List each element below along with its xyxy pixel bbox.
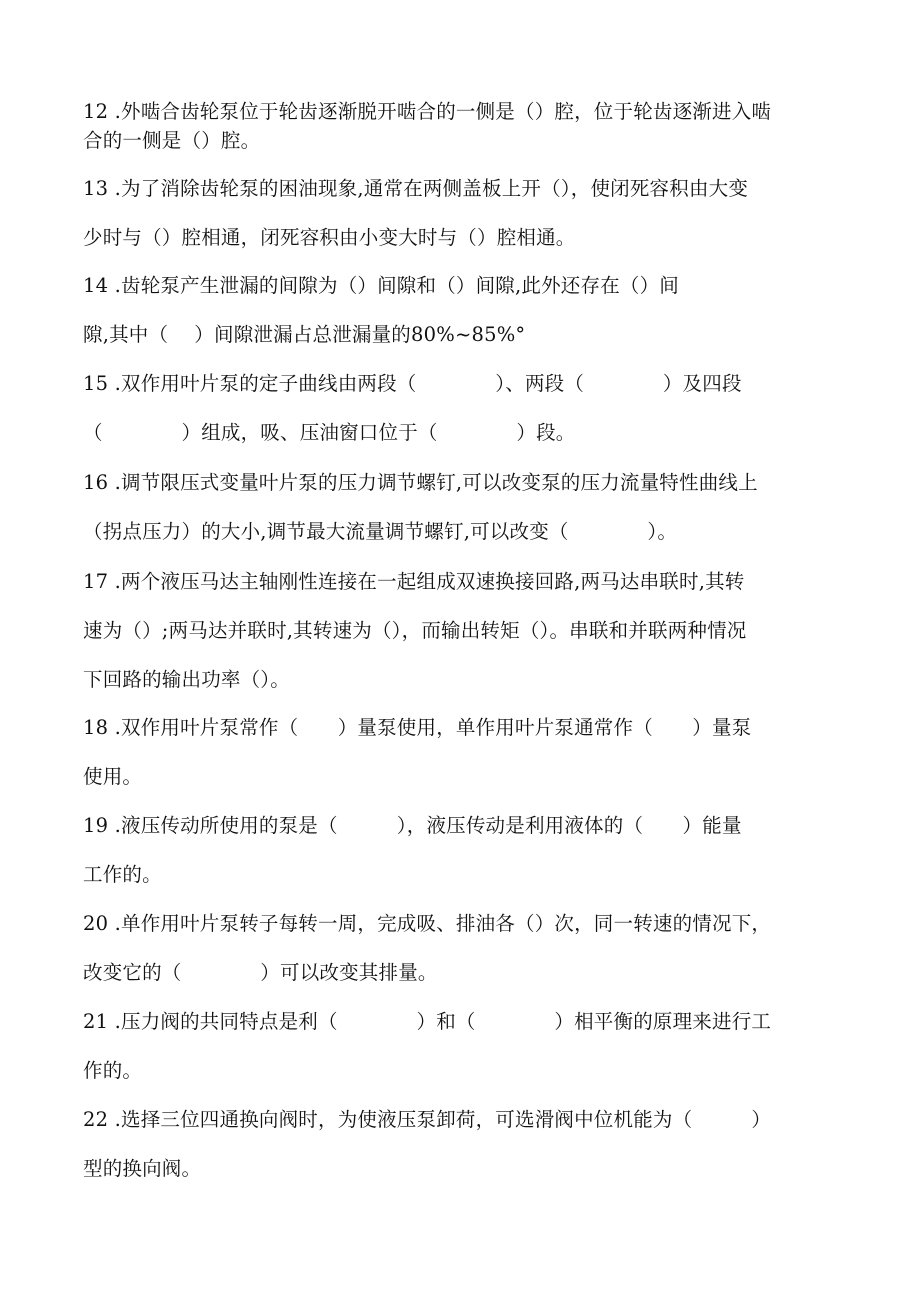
q15-line-1: 15 .双作用叶片泵的定子曲线由两段（ ）、两段（ ）及四段 bbox=[83, 372, 742, 395]
q18-line-2: 使用。 bbox=[83, 765, 143, 788]
q17-line-2: 速为（）;两马达并联时,其转速为（），而输出转矩（）。串联和并联两种情况 bbox=[83, 619, 747, 642]
q15-line-2: （ ）组成，吸、压油窗口位于（ ）段。 bbox=[83, 421, 576, 444]
q13-line-2: 少时与（）腔相通，闭死容积由小变大时与（）腔相通。 bbox=[83, 226, 576, 249]
q21-line-1: 21 .压力阀的共同特点是利（ ）和（ ）相平衡的原理来进行工 bbox=[83, 1010, 772, 1033]
q14-line-2: 隙,其中（ ）间隙泄漏占总泄漏量的80%~85%° bbox=[83, 323, 526, 346]
q22-line-2: 型的换向阀。 bbox=[83, 1157, 202, 1180]
q13-line-1: 13 .为了消除齿轮泵的困油现象,通常在两侧盖板上开（），使闭死容积由大变 bbox=[83, 177, 749, 200]
q17-line-1: 17 .两个液压马达主轴刚性连接在一起组成双速换接回路,两马达串联时,其转 bbox=[83, 570, 745, 593]
q19-line-1: 19 .液压传动所使用的泵是（ ），液压传动是利用液体的（ ）能量 bbox=[83, 814, 742, 837]
q14-line-1: 14 .齿轮泵产生泄漏的间隙为（）间隙和（）间隙,此外还存在（）间 bbox=[83, 274, 680, 297]
q20-line-1: 20 .单作用叶片泵转子每转一周，完成吸、排油各（）次，同一转速的情况下， bbox=[83, 912, 772, 935]
q16-line-1: 16 .调节限压式变量叶片泵的压力调节螺钉,可以改变泵的压力流量特性曲线上 bbox=[83, 471, 758, 494]
q17-line-3: 下回路的输出功率（）。 bbox=[83, 668, 290, 691]
q22-line-1: 22 .选择三位四通换向阀时，为使液压泵卸荷，可选滑阀中位机能为（ ） bbox=[83, 1108, 772, 1131]
q16-line-2: （拐点压力）的大小,调节最大流量调节螺钉,可以改变（ ）。 bbox=[83, 520, 678, 543]
q21-line-2: 作的。 bbox=[83, 1059, 143, 1082]
q12-line-2: 合的一侧是（）腔。 bbox=[83, 129, 261, 152]
q12-line-1: 12 .外啮合齿轮泵位于轮齿逐渐脱开啮合的一侧是（）腔，位于轮齿逐渐进入啮 bbox=[83, 100, 772, 123]
q19-line-2: 工作的。 bbox=[83, 863, 162, 886]
q20-line-2: 改变它的（ ）可以改变其排量。 bbox=[83, 961, 438, 984]
q18-line-1: 18 .双作用叶片泵常作（ ）量泵使用，单作用叶片泵通常作（ ）量泵 bbox=[83, 716, 752, 739]
